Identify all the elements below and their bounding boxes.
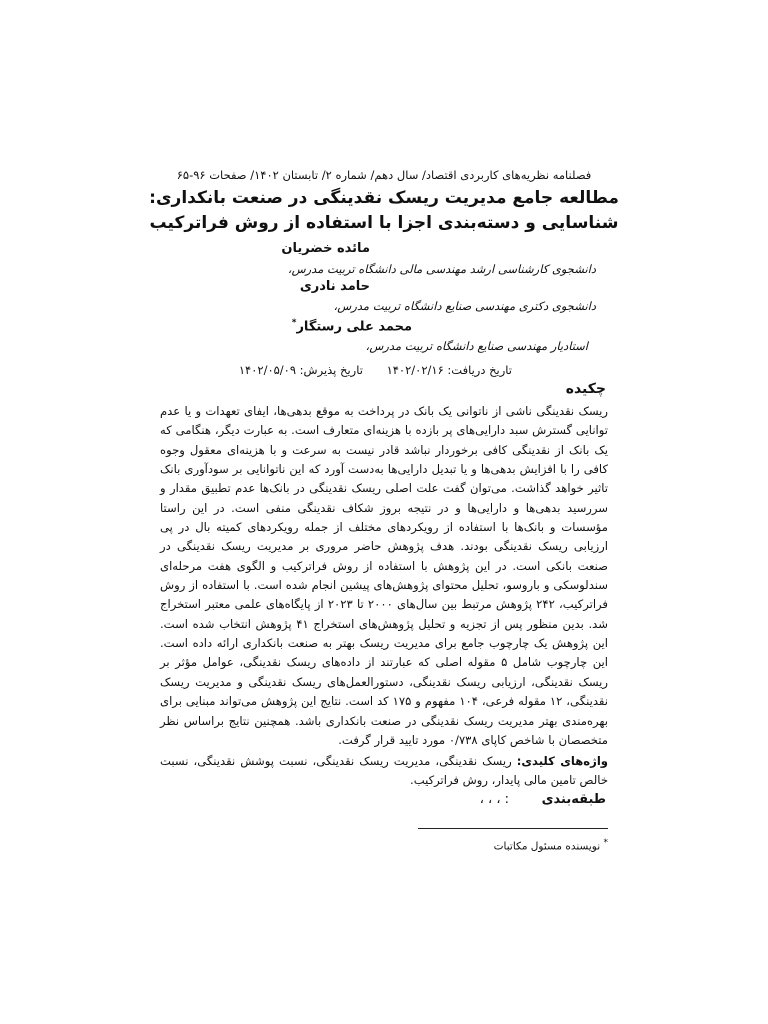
accepted-date: تاریخ پذیرش: ۱۴۰۲/۰۵/۰۹ — [238, 363, 363, 377]
submission-dates — [238, 361, 522, 379]
corresponding-author-marker: * — [291, 318, 297, 328]
keywords-label: واژه‌های کلیدی: — [516, 754, 609, 768]
journal-header: فصلنامه نظریه‌های کاربردی اقتصاد/ سال دهم/ شماره ۲/ تابستان ۱۴۰۲/ صفحات ۹۶-۶۵ — [176, 168, 592, 182]
abstract-body: ریسک نقدینگی ناشی از ناتوانی یک بانک در پرداخت به موقع بدهی‌ها، ایفای تعهدات و یا عدم توانایی گسترش سبد دارایی‌های پر بازده با هزینه‌ای متعارف است. به عبارت دیگر، هنگامی که یک بانک از نقدینگی کافی برخوردار نباشد قادر نیست به سرعت و با هزینه‌ای معقول وجوه کافی را با افزایش بدهی‌ها و یا تبدیل دارایی‌ها به‌دست آورد که این ناتوانایی بر سودآوری بانک تاثیر خواهد گذاشت. می‌توان گفت علت اصلی ریسک نقدینگی در بانک‌ها عدم تطبیق مقدار و سررسید بدهی‌ها و دارایی‌ها و در نتیجه بروز شکاف نقدینگی منفی است. در این راستا مؤسسات و بانک‌ها با استفاده از رویکردهای مختلف از جمله رویکردهای کمیته بال در پی ارزیابی ریسک نقدینگی بودند. هدف پژوهش حاضر مروری بر مدیریت ریسک نقدینگی در صنعت بانکی است. در این پژوهش با استفاده از روش فراترکیب و الگوی هفت مرحله‌ای سندلوسکی و باروسو، تحلیل محتوای پژوهش‌های پیشین انجام شده است. با استفاده از روش فراترکیب، ۲۴۲ پژوهش مرتبط بین سال‌های ۲۰۰۰ تا ۲۰۲۳ از پایگاه‌های علمی معتبر استخراج شد. بدین منظور پس از تجزیه و تحلیل پژوهش‌های استخراج ۴۱ پژوهش انتخاب شده است. این پژوهش یک چارچوب جامع برای مدیریت ریسک بهتر به صنعت بانکداری ارائه داده است. این چارچوب شامل ۵ مقوله اصلی که عبارتند از داده‌های ریسک نقدینگی، عوامل مؤثر بر ریسک نقدینگی، ارزیابی ریسک نقدینگی، دستورالعمل‌های ریسک نقدینگی و مدیریت ریسک نقدینگی، ۱۲ مقوله فرعی، ۱۰۴ مفهوم و ۱۷۵ کد است. نتایج این پژوهش می‌تواند مبنایی برای بهره‌مندی بهتر مدیریت ریسک نقدینگی در صنعت بانکداری باشد. همچنین نتایج براساس نظر متخصصان با شاخص کاپای ۰/۷۳۸ مورد تایید قرار گرفت. — [160, 404, 609, 747]
author-name: حامد نادری — [299, 279, 370, 294]
jel-classification — [160, 790, 606, 810]
classification-label: طبقه‌بندی — [541, 792, 606, 807]
footnote-divider — [418, 828, 608, 829]
classification-codes: : ، ، ، — [479, 792, 510, 807]
paper-title — [140, 186, 628, 236]
received-date: تاریخ دریافت: ۱۴۰۲/۰۲/۱۶ — [386, 363, 512, 377]
author-name-text: محمد علی رستگار — [296, 319, 412, 335]
footnote — [494, 835, 608, 855]
author-affiliation: دانشجوی کارشناسی ارشد مهندسی مالی دانشگاه تربیت مدرس، — [287, 262, 596, 276]
footnote-marker: * — [603, 838, 608, 848]
keywords-list: ریسک نقدینگی، مدیریت ریسک نقدینگی، نسبت پوشش نقدینگی، نسبت خالص تامین مالی پایدار، روش فراترکیب. — [160, 754, 608, 788]
author-affiliation: دانشجوی دکتری مهندسی صنایع دانشگاه تربیت مدرس، — [333, 299, 596, 313]
author-name: مائده خضریان — [281, 241, 370, 256]
author-name-corresponding — [292, 318, 412, 334]
title-line-1: مطالعه جامع مدیریت ریسک نقدینگی در صنعت بانکداری: — [149, 188, 619, 208]
footnote-text: نویسنده مسئول مکاتبات — [493, 840, 601, 853]
keywords-paragraph — [160, 752, 608, 791]
abstract-heading: چکیده — [565, 381, 606, 397]
title-line-2: شناسایی و دسته‌بندی اجزا با استفاده از روش فراترکیب — [149, 213, 619, 233]
author-affiliation: استادیار مهندسی صنایع دانشگاه تربیت مدرس، — [365, 339, 588, 353]
